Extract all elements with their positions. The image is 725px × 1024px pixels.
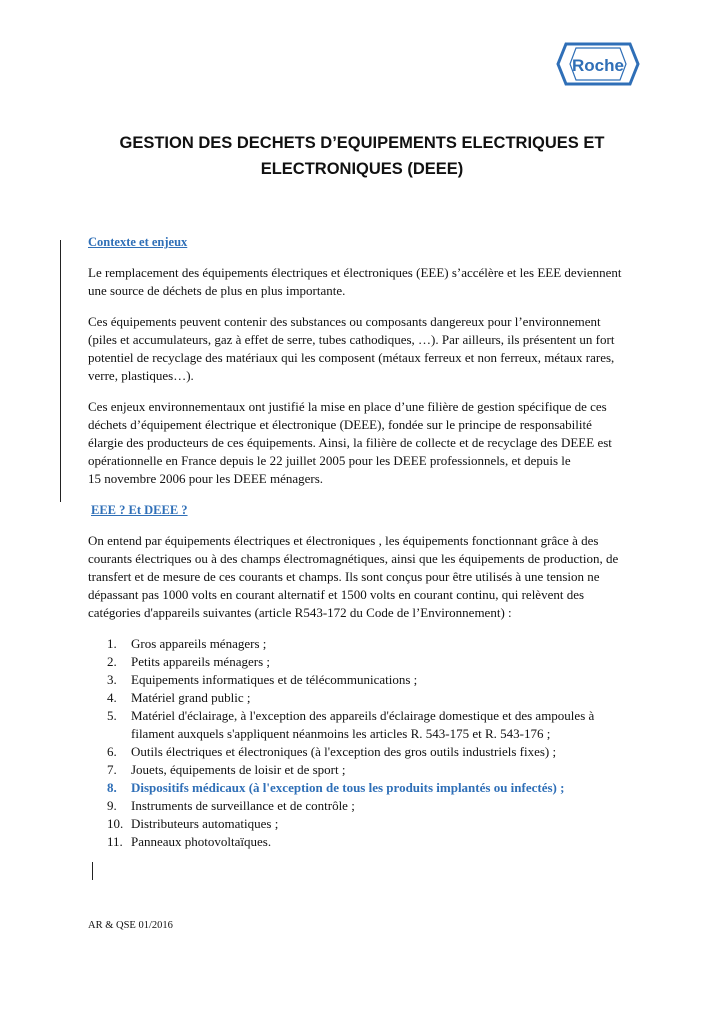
list-item-text: Distributeurs automatiques ; [131,816,279,831]
title-line-1: GESTION DES DECHETS D’EQUIPEMENTS ELECTRIQUES ET [119,134,605,152]
roche-logo-text: Roche [572,56,624,75]
list-item-number: 3. [107,672,117,687]
list-item-number: 7. [107,762,117,777]
list-item [88,671,648,689]
paragraph-line: transfert et de mesure de ces courants et champs. Ils sont conçus pour être utilisés à une tension ne [88,569,600,584]
list-item [88,635,648,653]
paragraph-line: verre, plastiques…). [88,368,194,383]
document-body [88,233,648,851]
list-item-text: filament auxquels s'appliquent néanmoins les articles R. 543-175 et R. 543-176 ; [131,726,551,741]
list-item-text: Matériel d'éclairage, à l'exception des appareils d'éclairage domestique et des ampoules à [131,708,595,723]
paragraph-line: élargie des producteurs de ces équipements. Ainsi, la filière de collecte et de recyclage des DEEE est [88,435,612,450]
category-list [88,635,648,851]
list-item-text: Instruments de surveillance et de contrôle ; [131,798,355,813]
section-heading-contexte: Contexte et enjeux [88,235,188,249]
paragraph [88,313,648,385]
paragraph [88,264,648,300]
paragraph-line: (piles et accumulateurs, gaz à effet de serre, tubes cathodiques, …). Par ailleurs, ils présentent un fort [88,332,615,347]
list-item-number: 11. [107,834,123,849]
revision-bar [92,862,93,880]
list-item [88,707,648,743]
document-title [86,130,638,182]
paragraph [88,398,648,488]
list-item-number: 2. [107,654,117,669]
list-item-highlighted [88,779,648,797]
paragraph-line: dépassant pas 1000 volts en courant alternatif et 1500 volts en courant continu, qui relèvent des [88,587,585,602]
list-item-number: 6. [107,744,117,759]
list-item [88,815,648,833]
paragraph-line: potentiel de recyclage des matériaux qui les composent (métaux ferreux et non ferreux, métaux rares, [88,350,615,365]
list-item [88,761,648,779]
list-item-text: Panneaux photovoltaïques. [131,834,272,849]
paragraph-line: Ces enjeux environnementaux ont justifié la mise en place d’une filière de gestion spécifique de ces [88,399,607,414]
list-item-text: Jouets, équipements de loisir et de sport ; [131,762,346,777]
list-item-text: Equipements informatiques et de télécommunications ; [131,672,418,687]
roche-logo [556,42,640,86]
list-item [88,743,648,761]
list-item-number: 1. [107,636,117,651]
paragraph [88,532,648,622]
paragraph-line: courants électriques ou à des champs électromagnétiques, ainsi que les équipements de production, de [88,551,619,566]
page-footer: AR & QSE 01/2016 [88,920,173,931]
revision-bar [60,240,61,502]
list-item-text: Dispositifs médicaux (à l'exception de tous les produits implantés ou infectés) ; [131,780,565,795]
list-item-number: 8. [107,780,117,795]
list-item [88,833,648,851]
paragraph-line: On entend par équipements électriques et électroniques , les équipements fonctionnant grâce à des [88,533,599,548]
list-item-text: Gros appareils ménagers ; [131,636,267,651]
list-item-number: 5. [107,708,117,723]
list-item-number: 4. [107,690,117,705]
section-heading-eee: EEE ? Et DEEE ? [91,503,188,517]
list-item-number: 9. [107,798,117,813]
list-item-number: 10. [107,816,124,831]
paragraph-line: déchets d’équipement électrique et électronique (DEEE), fondée sur le principe de responsabilité [88,417,592,432]
paragraph-line: Ces équipements peuvent contenir des substances ou composants dangereux pour l’environnement [88,314,601,329]
roche-logo-hexagon-icon [556,42,640,86]
list-item [88,689,648,707]
paragraph-line: catégories d'appareils suivantes (article R543-172 du Code de l’Environnement) : [88,605,512,620]
paragraph-line: opérationnelle en France depuis le 22 juillet 2005 pour les DEEE professionnels, et depuis le [88,453,571,468]
paragraph-line: 15 novembre 2006 pour les DEEE ménagers. [88,471,324,486]
paragraph-line: Le remplacement des équipements électriques et électroniques (EEE) s’accélère et les EEE deviennent [88,265,622,280]
list-item-text: Petits appareils ménagers ; [131,654,270,669]
paragraph-line: une source de déchets de plus en plus importante. [88,283,346,298]
list-item [88,653,648,671]
list-item-text: Outils électriques et électroniques (à l'exception des gros outils industriels fixes) ; [131,744,557,759]
title-line-2: ELECTRONIQUES (DEEE) [260,160,464,178]
list-item-text: Matériel grand public ; [131,690,251,705]
list-item [88,797,648,815]
